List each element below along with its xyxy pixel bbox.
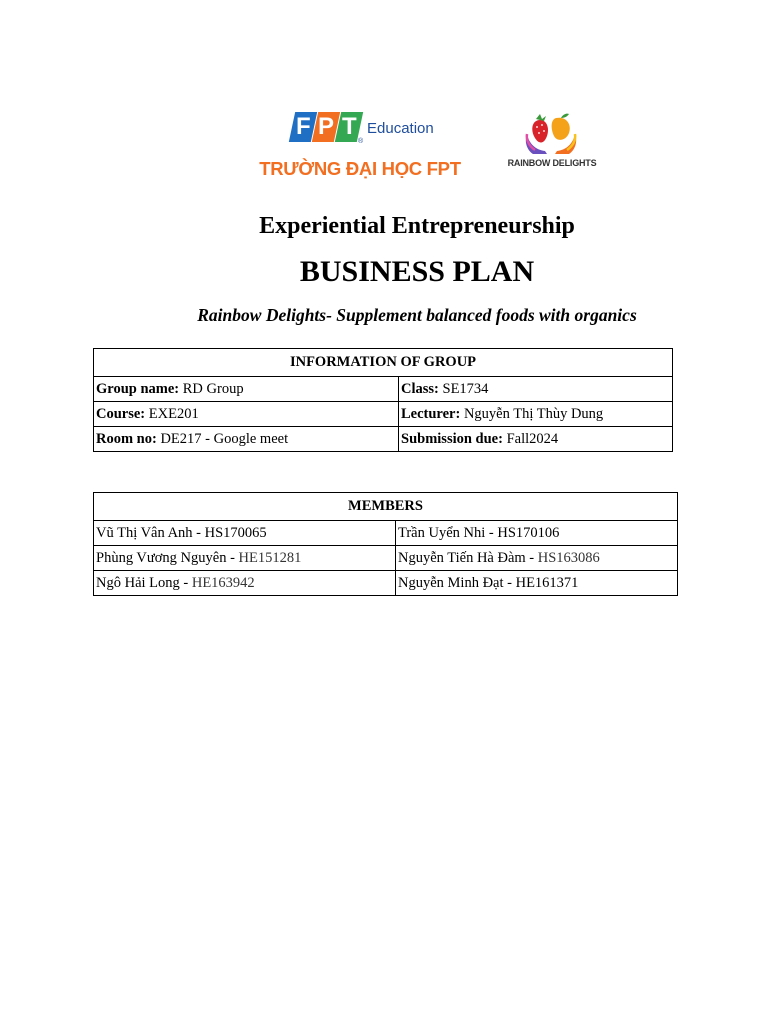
course-label: Course:: [96, 405, 146, 422]
class-label: Class:: [401, 380, 439, 397]
member-cell: [94, 546, 396, 571]
class-value: SE1734: [438, 380, 489, 397]
member-id: HE151281: [238, 549, 302, 566]
table-row: [94, 521, 678, 546]
rainbow-delights-logo: [496, 90, 608, 190]
rainbow-delights-logo-text: RAINBOW DELIGHTS: [507, 158, 597, 168]
fpt-school-name: TRƯỜNG ĐẠI HỌC FPT: [259, 158, 461, 179]
member-cell: [94, 521, 396, 546]
group-info-heading: INFORMATION OF GROUP: [94, 349, 673, 377]
lecturer-cell: [399, 402, 673, 427]
group-name-value: RD Group: [179, 380, 244, 397]
lecturer-label: Lecturer:: [401, 405, 461, 422]
submission-cell: [399, 427, 673, 452]
member-id: HE163942: [191, 574, 255, 591]
room-value: DE217 - Google meet: [156, 430, 289, 447]
room-cell: [94, 427, 399, 452]
table-row: [94, 571, 678, 596]
member-cell: [94, 571, 396, 596]
group-name-label: Group name:: [96, 380, 180, 397]
lecturer-value: Nguyễn Thị Thùy Dung: [460, 405, 604, 422]
fpt-tile-t-letter: T: [341, 113, 357, 140]
group-name-cell: [94, 377, 399, 402]
member-cell: [396, 546, 678, 571]
fpt-tile-p-letter: P: [317, 113, 334, 140]
fpt-registered-mark: ®: [358, 138, 364, 145]
member-cell: [396, 571, 678, 596]
member-id: HE161371: [515, 574, 579, 591]
member-id: HS170106: [497, 524, 560, 541]
member-id: HS170065: [204, 524, 267, 541]
fpt-education-logo: [232, 112, 488, 184]
class-cell: [399, 377, 673, 402]
table-row: [94, 402, 673, 427]
course-value: EXE201: [145, 405, 199, 422]
member-cell: [396, 521, 678, 546]
member-name: Nguyễn Tiến Hà Đàm -: [398, 549, 538, 566]
member-name: Vũ Thị Vân Anh -: [96, 524, 205, 541]
member-name: Trần Uyển Nhi -: [398, 524, 498, 541]
member-name: Ngô Hải Long -: [96, 574, 192, 591]
submission-label: Submission due:: [401, 430, 503, 447]
document-subtitle: Rainbow Delights- Supplement balanced foods with organics: [197, 305, 637, 325]
table-header-row: [94, 349, 673, 377]
table-row: [94, 377, 673, 402]
members-heading: MEMBERS: [94, 493, 678, 521]
fpt-tile-f-letter: F: [295, 113, 311, 140]
group-info-table: [93, 348, 673, 452]
member-name: Phùng Vương Nguyên -: [96, 549, 239, 566]
member-name: Nguyễn Minh Đạt -: [398, 574, 516, 591]
member-id: HS163086: [537, 549, 600, 566]
fpt-education-label: Education: [367, 120, 434, 137]
course-title: Experiential Entrepreneurship: [259, 213, 575, 239]
room-label: Room no:: [96, 430, 157, 447]
table-row: [94, 546, 678, 571]
fruit-hands-icon: [523, 110, 579, 156]
table-header-row: [94, 493, 678, 521]
course-cell: [94, 402, 399, 427]
table-row: [94, 427, 673, 452]
submission-value: Fall2024: [502, 430, 559, 447]
document-title: BUSINESS PLAN: [299, 255, 535, 288]
members-table: [93, 492, 678, 596]
